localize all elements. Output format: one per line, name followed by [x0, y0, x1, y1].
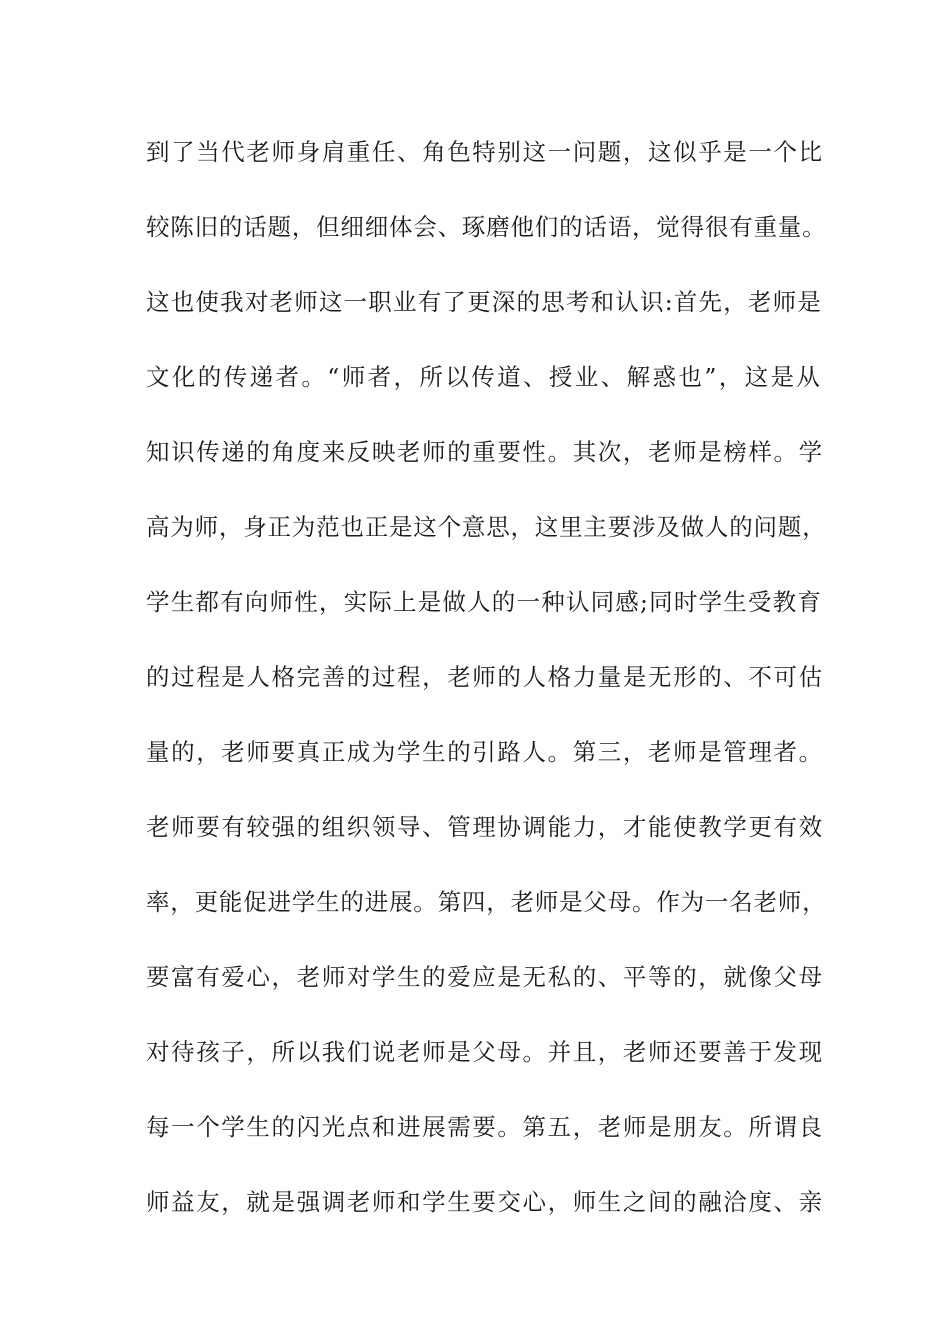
text-line: 老师要有较强的组织领导、管理协调能力，才能使教学更有效 — [146, 813, 824, 841]
text-line: 对待孩子，所以我们说老师是父母。并且，老师还要善于发现 — [146, 1038, 824, 1066]
text-line: 高为师，身正为范也正是这个意思，这里主要涉及做人的问题， — [146, 513, 827, 541]
text-line: 每一个学生的闪光点和进展需要。第五，老师是朋友。所谓良 — [146, 1113, 824, 1141]
text-line: 这也使我对老师这一职业有了更深的思考和认识:首先，老师是 — [146, 288, 823, 316]
text-line: 要富有爱心，老师对学生的爱应是无私的、平等的，就像父母 — [146, 963, 824, 991]
text-line: 学生都有向师性，实际上是做人的一种认同感;同时学生受教育 — [146, 588, 823, 616]
text-line: 知识传递的角度来反映老师的重要性。其次，老师是榜样。学 — [146, 438, 824, 466]
text-line: 的过程是人格完善的过程，老师的人格力量是无形的、不可估 — [146, 663, 824, 691]
text-line: 到了当代老师身肩重任、角色特别这一问题，这似乎是一个比 — [146, 138, 824, 166]
text-line: 文化的传递者。“师者，所以传道、授业、解惑也”，这是从 — [146, 363, 823, 391]
text-line: 率，更能促进学生的进展。第四，老师是父母。作为一名老师， — [146, 888, 827, 916]
text-line: 较陈旧的话题，但细细体会、琢磨他们的话语，觉得很有重量。 — [146, 213, 827, 241]
text-line: 师益友，就是强调老师和学生要交心，师生之间的融洽度、亲 — [146, 1188, 824, 1216]
body-text — [146, 130, 826, 1255]
text-line: 量的，老师要真正成为学生的引路人。第三，老师是管理者。 — [146, 738, 824, 766]
